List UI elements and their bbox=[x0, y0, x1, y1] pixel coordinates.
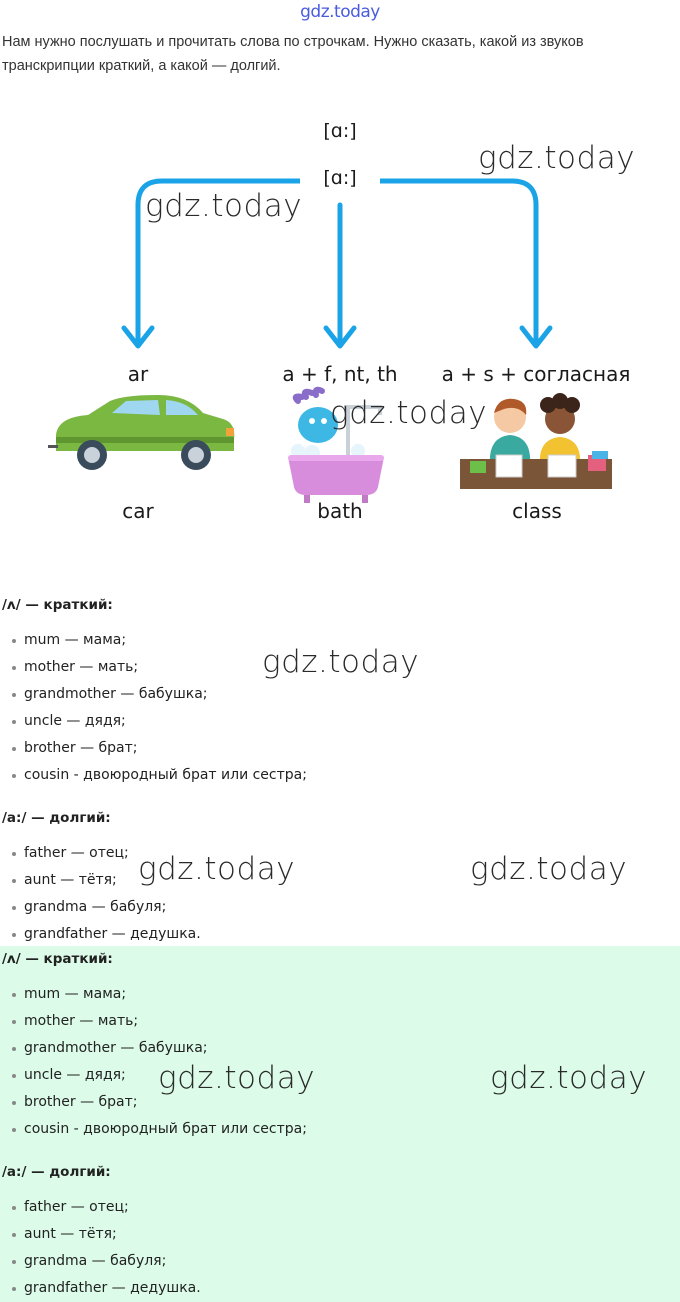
watermark: gdz.today bbox=[158, 1060, 316, 1096]
list-item: father — отец; bbox=[12, 840, 680, 867]
watermark: gdz.today bbox=[262, 644, 420, 680]
short-sound-heading: /ʌ/ — краткий: bbox=[2, 597, 113, 613]
watermark: gdz.today bbox=[330, 395, 488, 431]
example-bath: bath bbox=[317, 499, 363, 523]
example-class: class bbox=[512, 499, 562, 523]
list-item: cousin - двоюродный брат или сестра; bbox=[12, 1116, 680, 1143]
list-item: mum — мама; bbox=[12, 981, 680, 1008]
list-item: brother — брат; bbox=[12, 1089, 680, 1116]
rule-ar: ar bbox=[127, 362, 149, 386]
list-item: brother — брат; bbox=[12, 735, 680, 762]
rule-a-s-consonant: a + s + согласная bbox=[441, 362, 631, 386]
root-sound-symbol: [ɑ:] bbox=[300, 165, 380, 191]
long-sound-list bbox=[0, 1194, 680, 1302]
site-logo[interactable]: gdz.today bbox=[300, 2, 380, 22]
list-item: father — отец; bbox=[12, 1194, 680, 1221]
arrow-right bbox=[368, 181, 536, 342]
list-item: grandmother — бабушка; bbox=[12, 1035, 680, 1062]
list-item: uncle — дядя; bbox=[12, 708, 680, 735]
top-symbol-partial: [ɑ:] bbox=[323, 120, 357, 142]
list-item: mother — мать; bbox=[12, 654, 680, 681]
watermark: gdz.today bbox=[478, 140, 636, 176]
list-item: aunt — тётя; bbox=[12, 1221, 680, 1248]
short-sound-heading: /ʌ/ — краткий: bbox=[2, 951, 113, 967]
long-sound-heading: /a:/ — долгий: bbox=[2, 810, 111, 826]
example-car: car bbox=[122, 499, 154, 523]
rule-a-f-nt-th: a + f, nt, th bbox=[282, 362, 398, 386]
watermark: gdz.today bbox=[490, 1060, 648, 1096]
list-item: aunt — тётя; bbox=[12, 867, 680, 894]
list-item: mother — мать; bbox=[12, 1008, 680, 1035]
list-item: cousin - двоюродный брат или сестра; bbox=[12, 762, 680, 789]
watermark: gdz.today bbox=[145, 188, 303, 224]
watermark: gdz.today bbox=[470, 851, 628, 887]
car-illustration bbox=[48, 395, 234, 470]
list-item: uncle — дядя; bbox=[12, 1062, 680, 1089]
answer-block-2-highlighted bbox=[0, 946, 680, 1302]
long-sound-heading: /a:/ — долгий: bbox=[2, 1164, 111, 1180]
list-item: grandfather — дедушка. bbox=[12, 1275, 680, 1302]
list-item: grandma — бабуля; bbox=[12, 894, 680, 921]
list-item: grandma — бабуля; bbox=[12, 1248, 680, 1275]
task-instructions: Нам нужно послушать и прочитать слова по строчкам. Нужно сказать, какой из звуков транскрипции краткий, а какой — долгий. bbox=[2, 34, 584, 74]
list-item: grandmother — бабушка; bbox=[12, 681, 680, 708]
list-item: grandfather — дедушка. bbox=[12, 921, 680, 948]
list-item: mum — мама; bbox=[12, 627, 680, 654]
watermark: gdz.today bbox=[138, 851, 296, 887]
